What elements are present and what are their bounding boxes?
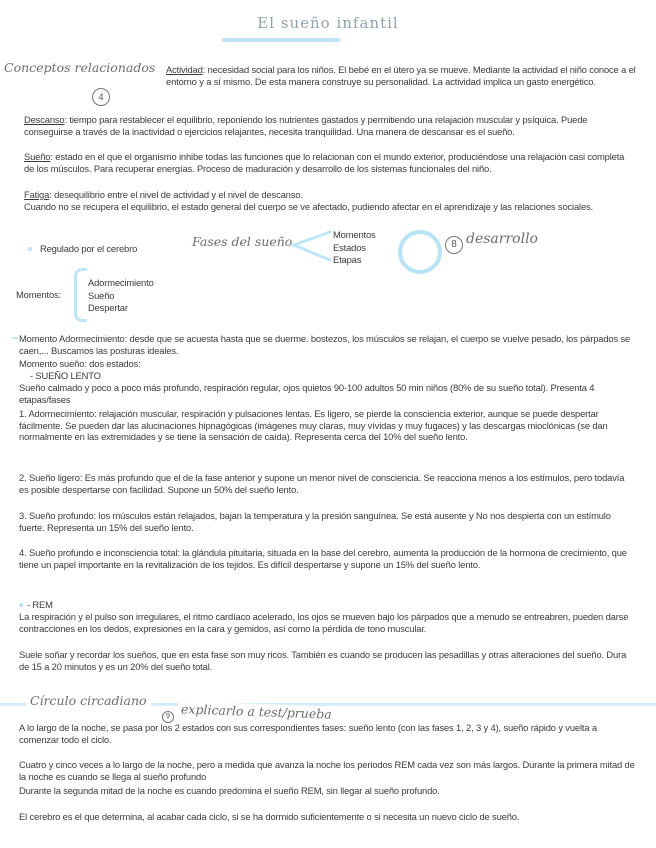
momento-adormecimiento: Momento Adormecimiento: desde que se acuesta hasta que se duerme. bostezos, los músculos se relajan, el cuerpo se vuelve pesado, los párpados se caen,... Buscamos las posturas ideales. <box>19 333 631 356</box>
actividad-term: Actividad <box>166 64 203 75</box>
conceptos-heading: Conceptos relacionados <box>4 60 156 75</box>
fatiga-text: : desequilibrio entre el nivel de actividad y el nivel de descanso. <box>49 189 303 200</box>
page-title: El sueño infantil <box>257 14 399 32</box>
fases-heading: Fases del sueño <box>192 234 293 249</box>
momentos-item: Despertar <box>88 302 128 313</box>
sueno-lento-heading: - SUEÑO LENTO <box>30 370 101 381</box>
fatiga-text-2: Cuando no se recupera el equilibrio, el estado general del cuerpo se ve afectado, pudiendo afectar en el aprendizaje y las relaciones sociales. <box>24 200 594 212</box>
fatiga-paragraph <box>24 189 636 212</box>
momentos-item: Adormecimiento <box>88 277 154 288</box>
bullet-marker <box>19 603 23 607</box>
fase-1: 1. Adormecimiento: relajación muscular, respiración y pulsaciones lentas. Es ligero, se pierde la consciencia exterior, aunque se puede despertar fácilmente. Se pueden dar las alucinaciones hipnagógicas (imágenes muy claras, muy vívidas y muy fugaces) y las descargas mioclónicas (se dan normalmente en las extremidades y se tiene la sensación de caída). Representa cerca del 10% del sueño lento. <box>19 408 608 443</box>
regulado-text: Regulado por el cerebro <box>40 243 138 254</box>
number-circle-icon: 8 <box>445 236 463 254</box>
number-circle-icon: 9 <box>162 711 174 723</box>
fases-item: Estados <box>333 241 366 253</box>
actividad-text: : necesidad social para los niños. El bebé en el útero ya se mueve. Mediante la actividad el niño conoce a el entorno y a sí mismo. De esta manera construye su personalidad. La actividad implica un gasto energético. <box>166 64 636 87</box>
sueno-text: : estado en el que el organismo inhibe todas las funciones que lo relacionan con el mundo exterior, produciéndose una relajación casi completa de los músculos. Para recuperar energías. Proceso de maduración y desarrollo de los sistemas funcionales del niño. <box>24 151 625 174</box>
brace-icon <box>74 268 87 322</box>
title-underline <box>222 38 340 42</box>
momentos-label: Momentos: <box>16 289 62 300</box>
rem-desc-2: Suele soñar y recordar los sueños, que en esta fase son muy ricos. También es cuando se producen las pesadillas y otras alteraciones del sueño. Dura de 15 a 20 minutos y es un 20% del sueño total. <box>19 649 627 672</box>
rem-desc: La respiración y el pulso son irregulares, el ritmo cardíaco acelerado, los ojos se mueven bajo los párpados que a menudo se entreabren, pueden darse contracciones en los dedos, expresiones en la cara y gemidos, así como la pérdida de tono muscular. <box>19 611 629 634</box>
cycle-circle-icon <box>398 230 442 274</box>
highlight-mark <box>12 337 18 339</box>
descanso-term: Descanso <box>24 114 65 125</box>
fases-list <box>333 229 376 267</box>
descanso-text: : tiempo para restablecer el equilibrio, reponiendo los nutrientes gastados y permitiendo una relajación muscular y psíquica. Puede conseguirse a través de la inactividad o ejercicios relajantes, necesita tranquilidad. Una manera de descansar es el sueño. <box>24 114 588 137</box>
bullet-marker <box>28 247 32 251</box>
explicarlo-note: explicarlo a test/prueba <box>178 701 335 721</box>
circulo-p1: A lo largo de la noche, se pasa por los 2 estados con sus correspondientes fases: sueño lento (con las fases 1, 2, 3 y 4), sueño rápido y vuelta a comenzar todo el ciclo. <box>19 722 597 745</box>
circulo-p2b: Durante la segunda mitad de la noche es cuando predomina el sueño REM, sin llegar al sueño profundo. <box>19 785 440 796</box>
fase-2: 2. Sueño ligero: Es más profundo que el de la fase anterior y supone un menor nivel de consciencia. Se reacciona menos a los estímulos, pero todavía es posible despertarse con facilidad. Supone un 50% del sueño lento. <box>19 472 625 495</box>
fases-arrow-icon <box>290 228 332 264</box>
fases-item: Momentos <box>333 229 376 240</box>
fases-item: Etapas <box>333 254 362 265</box>
fase-3: 3. Sueño profundo: los músculos están relajados, bajan la temperatura y la presión sanguínea. Se está ausente y No nos despierta con un estímulo fuerte. Representa un 15% del sueño lento. <box>19 510 611 533</box>
sueno-paragraph <box>24 151 636 174</box>
descanso-paragraph <box>24 114 636 137</box>
momentos-item: Sueño <box>88 289 115 301</box>
circulo-p3: El cerebro es el que determina, al acabar cada ciclo, si se ha dormido suficientemente o si necesita un nuevo ciclo de sueño. <box>19 811 520 822</box>
circulo-p2a: Cuatro y cinco veces a lo largo de la noche, pero a medida que avanza la noche los periodos REM cada vez son más largos. Durante la primera mitad de la noche es cuando se llega al sueño profundo <box>19 759 635 782</box>
fatiga-term: Fatiga <box>24 189 50 200</box>
sueno-term: Sueño <box>24 151 51 162</box>
desarrollo-note: desarrollo <box>466 231 538 247</box>
circulo-heading: Círculo circadiano <box>26 693 151 708</box>
fase-4: 4. Sueño profundo e inconsciencia total: la glándula pituitaria, situada en la base del cerebro, aumenta la producción de la hormona de crecimiento, que tiene un papel importante en la revitalización de los tejidos. Es difícil despertarse y supone un 15% del sueño lento. <box>19 547 627 570</box>
momento-sueno: Momento sueño: dos estados: <box>19 358 141 369</box>
rem-heading: - REM <box>27 599 53 610</box>
actividad-paragraph <box>166 64 636 87</box>
sueno-lento-desc: Sueño calmado y poco a poco más profundo, respiración regular, ojos quietos 90-100 adultos 50 min niños (80% de su sueño total). Presenta 4 etapas/fases <box>19 382 595 405</box>
number-circle-icon: 4 <box>92 88 110 106</box>
momentos-list <box>88 277 154 315</box>
